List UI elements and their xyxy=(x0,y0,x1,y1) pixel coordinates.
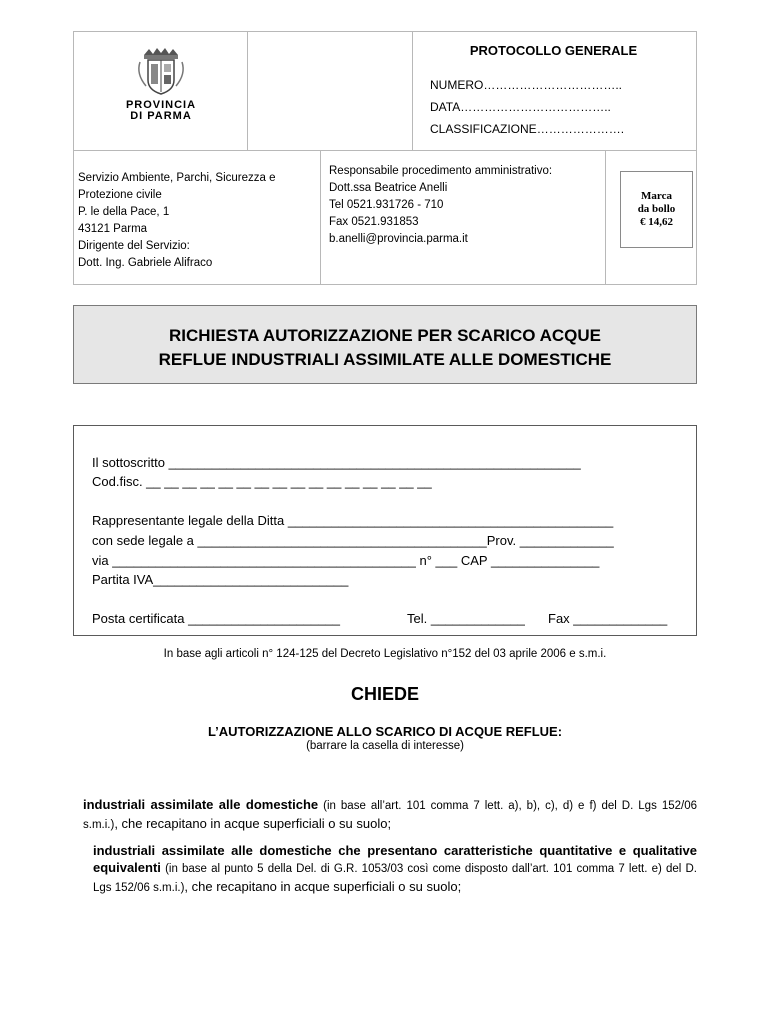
vat-number-field[interactable]: Partita IVA___________________________ xyxy=(92,572,349,587)
registered-office-field[interactable]: con sede legale a ________________________________________Prov. _____________ xyxy=(92,533,614,548)
tel-field[interactable]: Tel. _____________ xyxy=(407,611,525,626)
pec-field[interactable]: Posta certificata _____________________ xyxy=(92,611,340,626)
province-logo xyxy=(75,40,247,140)
coat-of-arms-icon xyxy=(134,46,188,96)
codfisc-field[interactable]: Cod.fisc. __ __ __ __ __ __ __ __ __ __ __ __ __ __ __ __ xyxy=(92,474,432,489)
protocol-title: PROTOCOLLO GENERALE xyxy=(469,43,638,58)
protocol-number[interactable]: NUMERO…………………………….. xyxy=(430,78,622,92)
chiede-heading: CHIEDE xyxy=(350,684,419,704)
authorization-heading: L’AUTORIZZAZIONE ALLO SCARICO DI ACQUE REFLUE: xyxy=(207,724,563,739)
office-info: Servizio Ambiente, Parchi, Sicurezza e Protezione civile P. le della Pace, 1 43121 Parma Dirigente del Servizio: Dott. Ing. Gabriele Alifraco xyxy=(78,172,276,269)
option-1[interactable]: industriali assimilate alle domestiche (in base all’art. 101 comma 7 lett. a), b), c), d) e f) del D. Lgs 152/06 s.m.i.), che recapitano in acque superficiali o su suolo; xyxy=(83,797,697,831)
sottoscritto-field[interactable]: Il sottoscritto _________________________________________________________ xyxy=(92,455,581,470)
legal-representative-field[interactable]: Rappresentante legale della Ditta _____________________________________________ xyxy=(92,513,614,528)
protocol-classification[interactable]: CLASSIFICAZIONE…………………. xyxy=(430,122,625,136)
revenue-stamp-box: Marca da bollo € 14,62 xyxy=(620,171,693,248)
option-2[interactable]: industriali assimilate alle domestiche che presentano caratteristiche quantitative e qualitative equivalenti (in base al punto 5 della Del. di G.R. 1053/03 così come disposto dall’art. 101 comma 7 lett. e) del D. Lgs 152/06 s.m.i.), che recapitano in acque superficiali o su suolo; xyxy=(93,843,697,894)
address-field[interactable]: via __________________________________________ n° ___ CAP _______________ xyxy=(92,553,600,568)
legal-basis: In base agli articoli n° 124-125 del Decreto Legislativo n°152 del 03 aprile 2006 e s.m.i. xyxy=(163,648,607,660)
province-name: PROVINCIA DI PARMA xyxy=(125,99,197,122)
instruction-note: (barrare la casella di interesse) xyxy=(306,740,464,752)
document-title: RICHIESTA AUTORIZZAZIONE PER SCARICO ACQUE REFLUE INDUSTRIALI ASSIMILATE ALLE DOMESTICHE xyxy=(73,305,697,384)
protocol-date[interactable]: DATA……………………………….. xyxy=(430,100,611,114)
responsible-info: Responsabile procedimento amministrativo: Dott.ssa Beatrice Anelli Tel 0521.931726 - 710 Fax 0521.931853 b.anelli@provincia.parma.it xyxy=(329,165,553,245)
fax-field[interactable]: Fax _____________ xyxy=(548,611,668,626)
